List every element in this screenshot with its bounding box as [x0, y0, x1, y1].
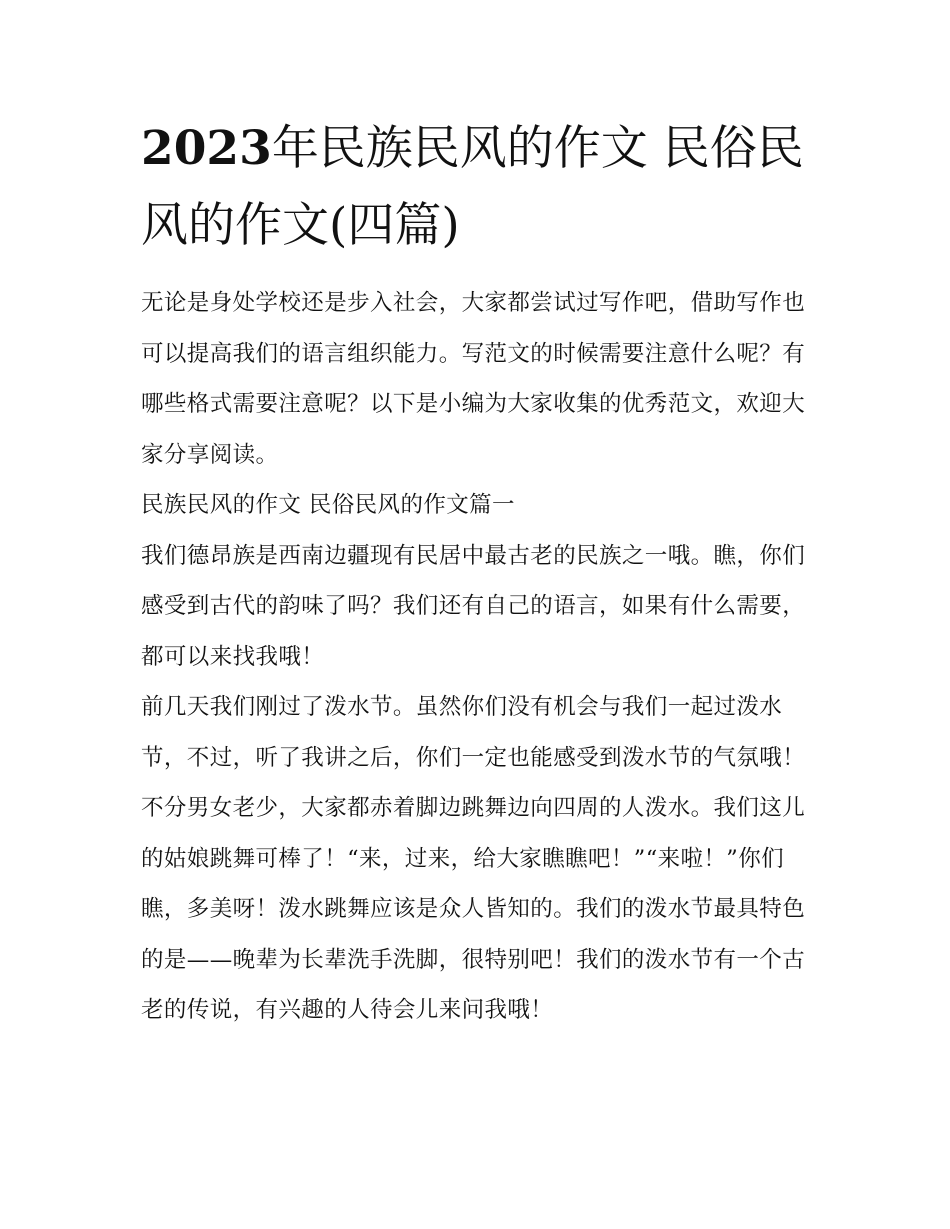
section-heading: 民族民风的作文 民俗民风的作文篇一: [141, 492, 515, 518]
document-page: [141, 110, 821, 1036]
title-year: 2023: [141, 121, 272, 176]
body-paragraph: 不分男女老少，大家都赤着脚边跳舞边向四周的人泼水。我们这儿的姑娘跳舞可棒了！“来，过来，给大家瞧瞧吧！”“来啦！”你们瞧，多美呀！泼水跳舞应该是众人皆知的。我们的泼水节最具特色的是——晚辈为长辈洗手洗脚，很特别吧！我们的泼水节有一个古老的传说，有兴趣的人待会儿来问我哦！: [141, 795, 806, 1023]
body-paragraph: 我们德昂族是西南边疆现有民居中最古老的民族之一哦。瞧，你们感受到古代的韵味了吗？我们还有自己的语言，如果有什么需要，都可以来找我哦！: [141, 542, 806, 670]
title-text: 年民族民风的作文 民俗民风的作文(四篇): [141, 121, 804, 253]
document-title: [141, 110, 821, 264]
intro-paragraph: 无论是身处学校还是步入社会，大家都尝试过写作吧，借助写作也可以提高我们的语言组织能力。写范文的时候需要注意什么呢？有哪些格式需要注意呢？以下是小编为大家收集的优秀范文，欢迎大家分享阅读。: [141, 290, 806, 468]
body-paragraph: 前几天我们刚过了泼水节。虽然你们没有机会与我们一起过泼水节，不过，听了我讲之后，你们一定也能感受到泼水节的气氛哦！: [141, 694, 806, 771]
